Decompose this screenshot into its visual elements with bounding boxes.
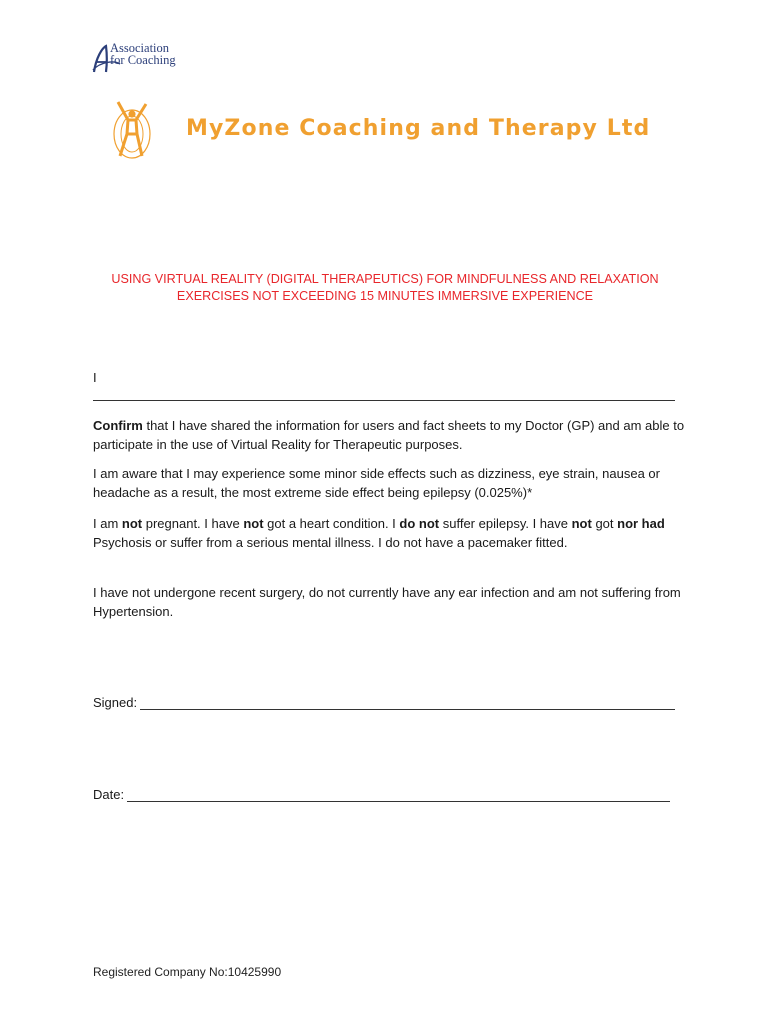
confirm-text: that I have shared the information for users and fact sheets to my Doctor (GP) and am able to participate in the use of Virtual Reality for Therapeutic purposes. bbox=[93, 418, 685, 452]
signed-label: Signed: bbox=[93, 695, 138, 710]
date-line[interactable] bbox=[127, 801, 670, 802]
side-effects-paragraph: I am aware that I may experience some minor side effects such as dizziness, eye strain, nausea or headache as a result, the most extreme side effect being epilepsy (0.025%)* bbox=[93, 466, 660, 500]
p3-bold-not-1: not bbox=[121, 516, 143, 531]
registered-company-number: Registered Company No:10425990 bbox=[93, 965, 282, 979]
heading-line2: EXERCISES NOT EXCEEDING 15 MINUTES IMMERSIVE EXPERIENCE bbox=[176, 289, 594, 303]
p3-text-g: Psychosis or suffer from a serious mental illness. I do not have a pacemaker fitted. bbox=[93, 534, 568, 550]
date-label: Date: bbox=[93, 787, 125, 802]
p3-text-f: got bbox=[591, 516, 618, 531]
surgery-paragraph: I have not undergone recent surgery, do not currently have any ear infection and am not suffering from Hypertension. bbox=[93, 585, 681, 619]
name-underline[interactable] bbox=[93, 400, 675, 401]
afc-line1: Association bbox=[110, 41, 170, 55]
confirm-bold: Confirm bbox=[93, 418, 143, 433]
afc-logo-text bbox=[110, 42, 176, 66]
document-heading bbox=[80, 271, 690, 305]
confirm-paragraph bbox=[93, 417, 693, 454]
p3-bold-nor-had: nor had bbox=[617, 516, 665, 531]
p3-bold-not-3: not bbox=[571, 516, 592, 531]
p3-text-a: I am bbox=[93, 516, 122, 531]
i-label: I bbox=[93, 370, 97, 385]
afc-line2: for Coaching bbox=[110, 53, 176, 67]
p3-text-c: pregnant. I have bbox=[142, 516, 244, 531]
myzone-figure-logo bbox=[110, 100, 160, 162]
heading-line1: USING VIRTUAL REALITY (DIGITAL THERAPEUTICS) FOR MINDFULNESS AND RELAXATION bbox=[111, 272, 659, 286]
p3-text-e: suffer epilepsy. I have bbox=[439, 516, 572, 531]
health-conditions-paragraph bbox=[93, 515, 693, 552]
p3-text-d: got a heart condition. I bbox=[263, 516, 400, 531]
p3-bold-do-not: do not bbox=[399, 516, 440, 531]
company-title: MyZone Coaching and Therapy Ltd bbox=[186, 116, 651, 141]
signature-line[interactable] bbox=[140, 709, 675, 710]
p3-bold-not-2: not bbox=[243, 516, 264, 531]
